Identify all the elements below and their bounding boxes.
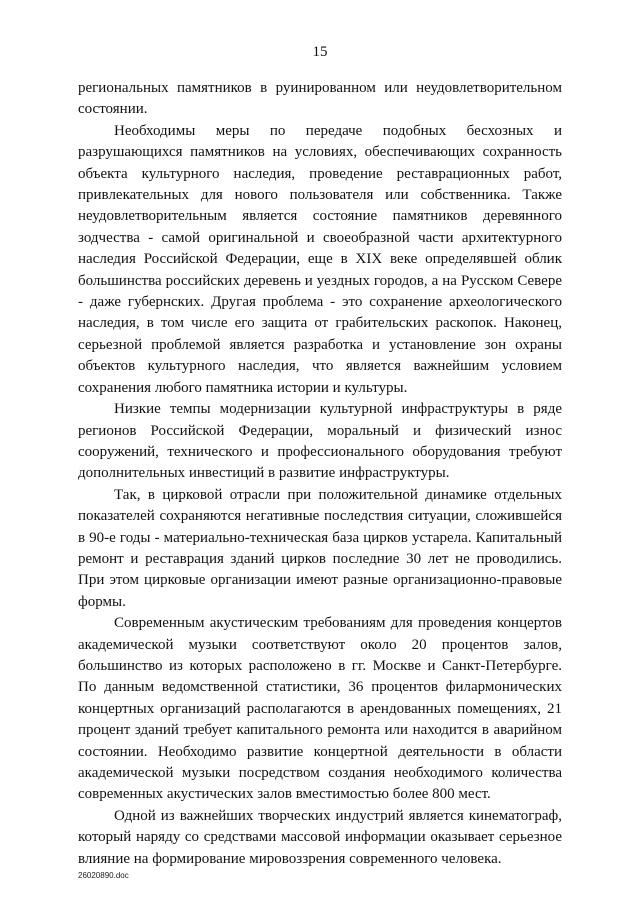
paragraph-concert-halls: Современным акустическим требованиям для проведения концертов академической музыки соответствуют около 20 процентов залов, большинство из которых расположено в гг. Москве и Санкт-Петербурге. По данным ведомственной статистики, 36 процентов филармонических концертных организаций располагаются в арендованных помещениях, 21 процент зданий требует капитального ремонта или находится в аварийном состоянии. Необходимо развитие концертной деятельности в области академической музыки посредством создания необходимого количества современных акустических залов вместимостью более 800 мест. <box>78 615 562 803</box>
paragraph-cinema: Одной из важнейших творческих индустрий является кинематограф, который наряду со средствами массовой информации оказывает серьезное влияние на формирование мировоззрения современного человека. <box>78 807 562 867</box>
document-body <box>78 78 562 870</box>
paragraph-abandoned-monuments: Необходимы меры по передаче подобных бесхозных и разрушающихся памятников на условиях, обеспечивающих сохранность объекта культурного наследия, проведение реставрационных работ, привлекательных для нового пользователя или собственника. Также неудовлетворительным является состояние памятников деревянного зодчества - самой оригинальной и своеобразной части архитектурного наследия Российской Федерации, еще в XIX веке определявшей облик большинства российских деревень и уездных городов, а на Русском Севере - даже губернских. Другая проблема - это сохранение археологического наследия, в том числе его защита от грабительских раскопок. Наконец, серьезной проблемой является разработка и установление зон охраны объектов культурного наследия, что является важнейшим условием сохранения любого памятника истории и культуры. <box>78 122 562 396</box>
footer-filename: 26020890.doc <box>78 871 129 880</box>
page-number: 15 <box>312 44 328 60</box>
paragraph-continuation: региональных памятников в руинированном или неудовлетворительном состоянии. <box>78 80 562 118</box>
paragraph-circus: Так, в цирковой отрасли при положительной динамике отдельных показателей сохраняются негативные последствия ситуации, сложившейся в 90-е годы - материально-техническая база цирков устарела. Капитальный ремонт и реставрация зданий цирков последние 30 лет не проводились. При этом цирковые организации имеют разные организационно-правовые формы. <box>78 486 562 610</box>
paragraph-infrastructure: Низкие темпы модернизации культурной инфраструктуры в ряде регионов Российской Федерации, моральный и физический износ сооружений, технического и профессионального оборудования требуют дополнительных инвестиций в развитие инфраструктуры. <box>78 401 562 482</box>
